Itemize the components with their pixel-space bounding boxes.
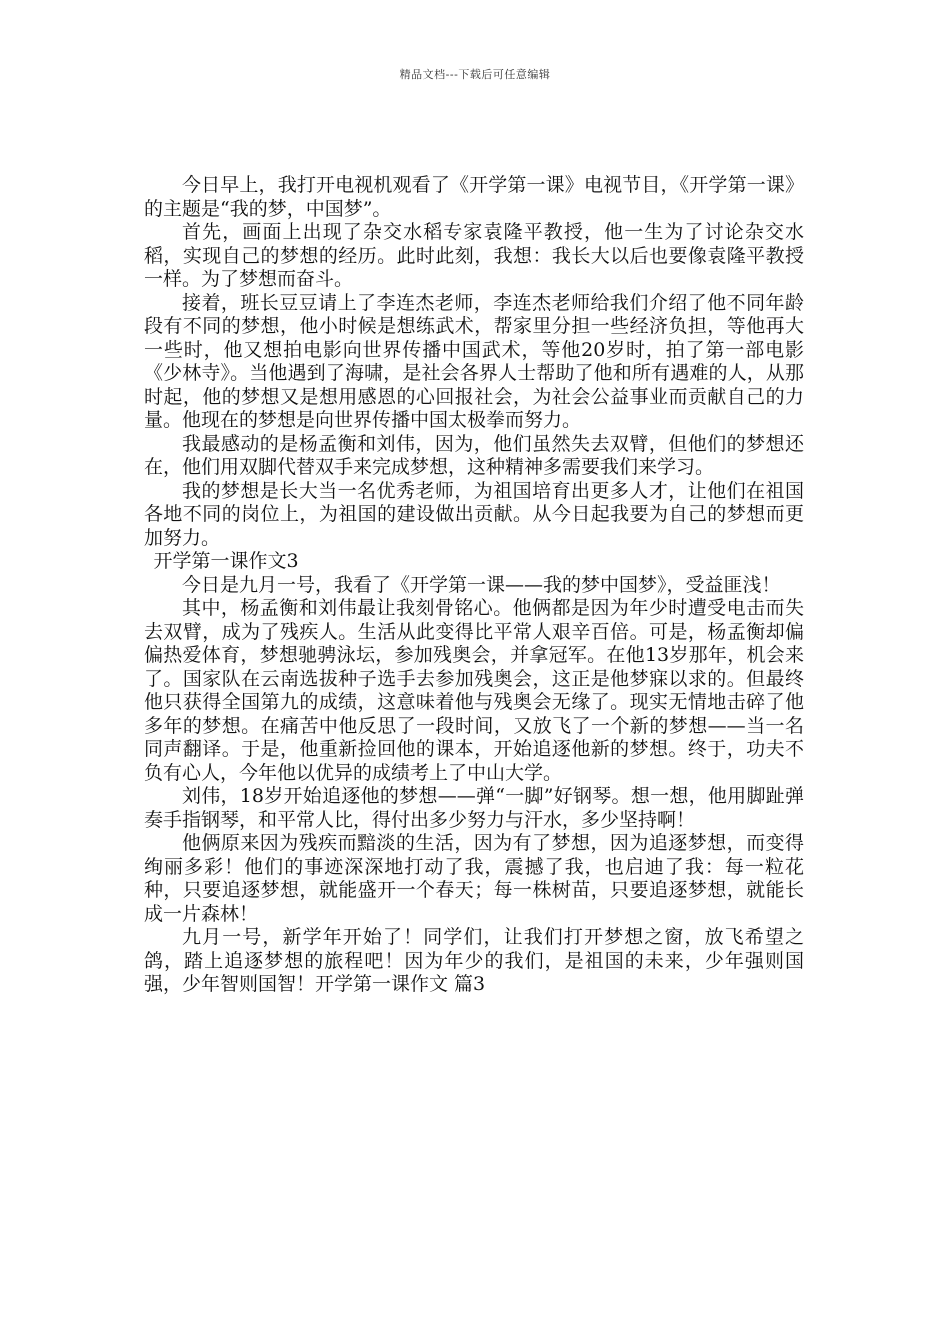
paragraph-6: 今日是九月一号，我看了《开学第一课——我的梦中国梦》，受益匪浅！ [182, 573, 781, 596]
paragraph-10: 九月一号，新学年开始了！同学们，让我们打开梦想之窗，放飞希望之鸽，踏上追逐梦想的旅程吧！因为年少的我们，是祖国的未来，少年强则国强，少年智则国智！开学第一课作文 篇3 [144, 926, 804, 995]
page-header-note: 精品文档---下载后可任意编辑 [399, 68, 551, 81]
paragraph-8: 刘伟，18岁开始追逐他的梦想——弹“一脚”好钢琴。想一想，他用脚趾弹奏手指钢琴，和平常人比，得付出多少努力与汗水，多少坚持啊！ [144, 785, 804, 831]
paragraph-3: 接着，班长豆豆请上了李连杰老师，李连杰老师给我们介绍了他不同年龄段有不同的梦想，他小时候是想练武术，帮家里分担一些经济负担，等他再大一些时，他又想拍电影向世界传播中国武术，等他20岁时，拍了第一部电影《少林寺》。当他遇到了海啸，是社会各界人士帮助了他和所有遇难的人，从那时起，他的梦想又是想用感恩的心回报社会，为社会公益事业而贡献自己的力量。他现在的梦想是向世界传播中国太极拳而努力。 [144, 291, 804, 431]
article-body [144, 174, 804, 997]
paragraph-7: 其中，杨孟衡和刘伟最让我刻骨铭心。他俩都是因为年少时遭受电击而失去双臂，成为了残疾人。生活从此变得比平常人艰辛百倍。可是，杨孟衡却偏偏热爱体育，梦想驰骋泳坛，参加残奥会，并拿冠军。在他13岁那年，机会来了。国家队在云南选拔种子选手去参加残奥会，这正是他梦寐以求的。但最终他只获得全国第九的成绩，这意味着他与残奥会无缘了。现实无情地击碎了他多年的梦想。在痛苦中他反思了一段时间，又放飞了一个新的梦想——当一名同声翻译。于是，他重新捡回他的课本，开始追逐他新的梦想。终于，功夫不负有心人，今年他以优异的成绩考上了中山大学。 [144, 597, 804, 784]
paragraph-1: 今日早上，我打开电视机观看了《开学第一课》电视节目，《开学第一课》的主题是“我的梦，中国梦”。 [144, 174, 804, 220]
paragraph-4: 我最感动的是杨孟衡和刘伟，因为，他们虽然失去双臂，但他们的梦想还在，他们用双脚代替双手来完成梦想，这种精神多需要我们来学习。 [144, 432, 804, 478]
paragraph-9: 他俩原来因为残疾而黯淡的生活，因为有了梦想，因为追逐梦想，而变得绚丽多彩！他们的事迹深深地打动了我，震撼了我，也启迪了我：每一粒花种，只要追逐梦想，就能盛开一个春天；每一株树苗，只要追逐梦想，就能长成一片森林！ [144, 832, 804, 925]
section-heading: 开学第一课作文3 [153, 550, 299, 572]
paragraph-2: 首先，画面上出现了杂交水稻专家袁隆平教授，他一生为了讨论杂交水稻，实现自己的梦想的经历。此时此刻，我想：我长大以后也要像袁隆平教授一样。为了梦想而奋斗。 [144, 221, 804, 290]
paragraph-5: 我的梦想是长大当一名优秀老师，为祖国培育出更多人才，让他们在祖国各地不同的岗位上，为祖国的建设做出贡献。从今日起我要为自己的梦想而更加努力。 [144, 479, 804, 549]
